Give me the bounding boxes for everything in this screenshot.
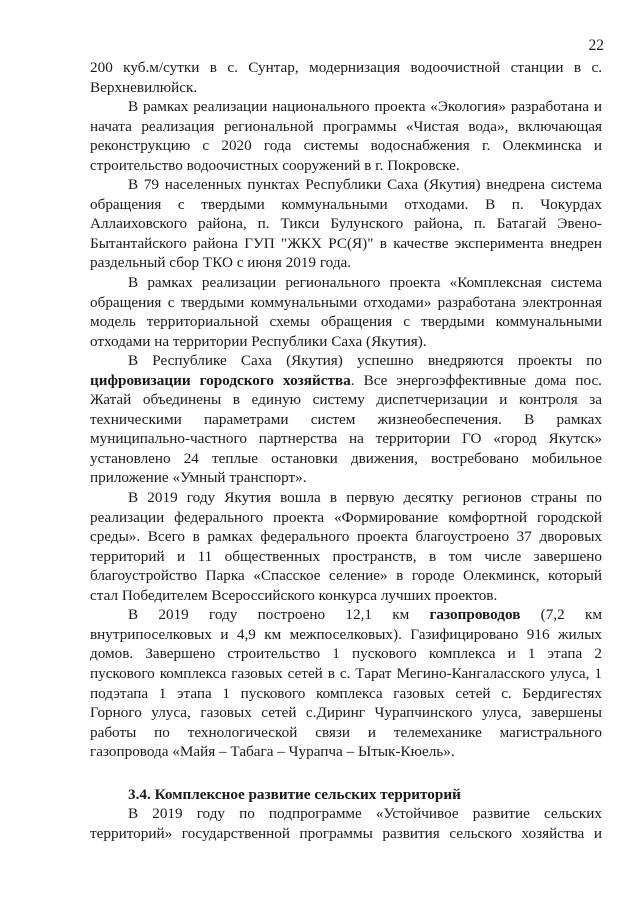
text-segment: муниципально-частного партнерства на территории ГО «город Якутск» — [90, 430, 602, 448]
text-segment: обращения с твердыми коммунальными отходами» разработана электронная — [90, 293, 602, 311]
text-segment: техническими параметрами систем жизнеобеспечения. В рамках — [90, 410, 602, 428]
text-segment: работы по технологической связи и телемеханике магистрального — [90, 723, 602, 741]
text-segment: реконструкцию с 2020 года системы водоснабжения г. Олекминска и — [90, 137, 602, 155]
text-segment: Верхневилюйск. — [90, 78, 198, 96]
text-segment: В 2019 году построено 12,1 км — [128, 606, 430, 624]
text-line — [90, 488, 602, 508]
text-line — [90, 684, 602, 704]
text-line — [90, 312, 602, 332]
text-segment: Аллаиховского района, п. Тикси Булунского района, п. Батагай Эвено- — [90, 215, 602, 233]
document-body — [90, 58, 602, 843]
text-segment: Горного улуса, газовых сетей с.Диринг Чурапчинского улуса, завершены — [90, 704, 602, 722]
section-heading: 3.4. Комплексное развитие сельских территорий — [128, 785, 461, 803]
text-segment: стал Победителем Всероссийского конкурса лучших проектов. — [90, 586, 498, 604]
text-line — [90, 351, 602, 371]
text-segment: Жатай объединены в единую систему диспетчеризации и контроля за — [90, 391, 602, 409]
text-line — [90, 195, 602, 215]
text-line — [90, 429, 602, 449]
text-segment: В 2019 году по подпрограмме «Устойчивое развитие сельских — [128, 805, 602, 823]
text-line — [90, 644, 602, 664]
bold-text-segment: цифровизации городского хозяйства — [90, 371, 351, 389]
text-line — [90, 175, 602, 195]
text-segment: 200 куб.м/сутки в с. Сунтар, модернизация водоочистной станции в с. — [90, 59, 602, 76]
text-line — [90, 508, 602, 528]
text-line — [90, 605, 602, 625]
bold-text-segment: газопроводов — [429, 606, 521, 624]
text-line — [90, 547, 602, 567]
text-segment: установлено 24 теплые остановки движения, востребовано мобильное — [90, 449, 602, 467]
text-line — [90, 156, 602, 176]
text-segment: подэтапа 1 этапа 1 пускового комплекса газовых сетей с. Бердигестях — [90, 684, 602, 702]
text-line — [90, 804, 602, 824]
text-segment: начата реализация региональной программы «Чистая вода», включающая — [90, 117, 602, 135]
text-line — [90, 293, 602, 313]
text-segment: домов. Завершено строительство 1 пускового комплекса и 1 этапа 2 — [90, 645, 602, 663]
text-segment: реализации федерального проекта «Формирование комфортной городской — [90, 508, 602, 526]
text-line — [90, 625, 602, 645]
text-segment: В 2019 году Якутия вошла в первую десятку регионов страны по — [128, 489, 602, 507]
text-line — [90, 253, 602, 273]
text-segment: благоустройство Парка «Спасское селение» в городе Олекминск, который — [90, 567, 602, 585]
text-line — [90, 742, 602, 762]
text-line — [90, 664, 602, 684]
text-line — [90, 214, 602, 234]
text-segment: (7,2 км — [520, 606, 602, 624]
text-line — [90, 449, 602, 469]
text-segment: модель территориальной схемы обращения с твердыми коммунальными — [90, 313, 602, 331]
text-line — [90, 58, 602, 78]
text-segment: . Все энергоэффективные дома пос. — [350, 371, 602, 389]
text-segment: территорий и 11 общественных пространств, в том числе завершено — [90, 547, 602, 565]
text-segment: В 79 населенных пунктах Республики Саха (Якутия) внедрена система — [128, 176, 602, 194]
text-segment: В рамках реализации национального проекта «Экология» разработана и — [128, 98, 602, 116]
text-line — [90, 566, 602, 586]
page-number: 22 — [588, 37, 604, 54]
text-line — [90, 78, 602, 98]
text-segment: раздельный сбор ТКО с июня 2019 года. — [90, 254, 352, 272]
text-segment: пускового комплекса газовых сетей в с. Тарат Мегино-Кангаласского улуса, 1 — [90, 664, 602, 682]
text-segment: приложение «Умный транспорт». — [90, 469, 307, 487]
text-segment: внутрипоселковых и 4,9 км межпоселковых). Газифицировано 916 жилых — [90, 625, 602, 643]
text-segment: среды». Всего в рамках федерального проекта благоустроено 37 дворовых — [90, 528, 602, 546]
text-segment: обращения с твердыми коммунальными отходами. В п. Чокурдах — [90, 195, 602, 213]
text-line — [90, 723, 602, 743]
text-segment: газопровода «Майя – Табага – Чурапча – Ытык-Кюель». — [90, 743, 455, 761]
text-segment: отходами на территории Республики Саха (Якутия). — [90, 332, 427, 350]
text-segment: территорий» государственной программы развития сельского хозяйства и — [90, 824, 602, 842]
text-segment: строительство водоочистных сооружений в г. Покровске. — [90, 156, 460, 174]
text-line — [90, 527, 602, 547]
text-line — [90, 234, 602, 254]
text-line — [90, 97, 602, 117]
text-segment: В Республике Саха (Якутия) успешно внедряются проекты по — [128, 352, 602, 370]
text-line — [90, 371, 602, 391]
text-line — [90, 468, 602, 488]
text-segment: Бытантайского района ГУП "ЖКХ РС(Я)" в качестве эксперимента внедрен — [90, 234, 602, 252]
text-line — [90, 332, 602, 352]
text-segment: В рамках реализации регионального проекта «Комплексная система — [128, 274, 602, 292]
text-line — [90, 410, 602, 430]
text-line — [90, 390, 602, 410]
text-line — [90, 136, 602, 156]
text-line — [90, 586, 602, 606]
text-line — [90, 273, 602, 293]
text-line — [90, 824, 602, 844]
text-line — [90, 117, 602, 137]
text-line — [90, 703, 602, 723]
